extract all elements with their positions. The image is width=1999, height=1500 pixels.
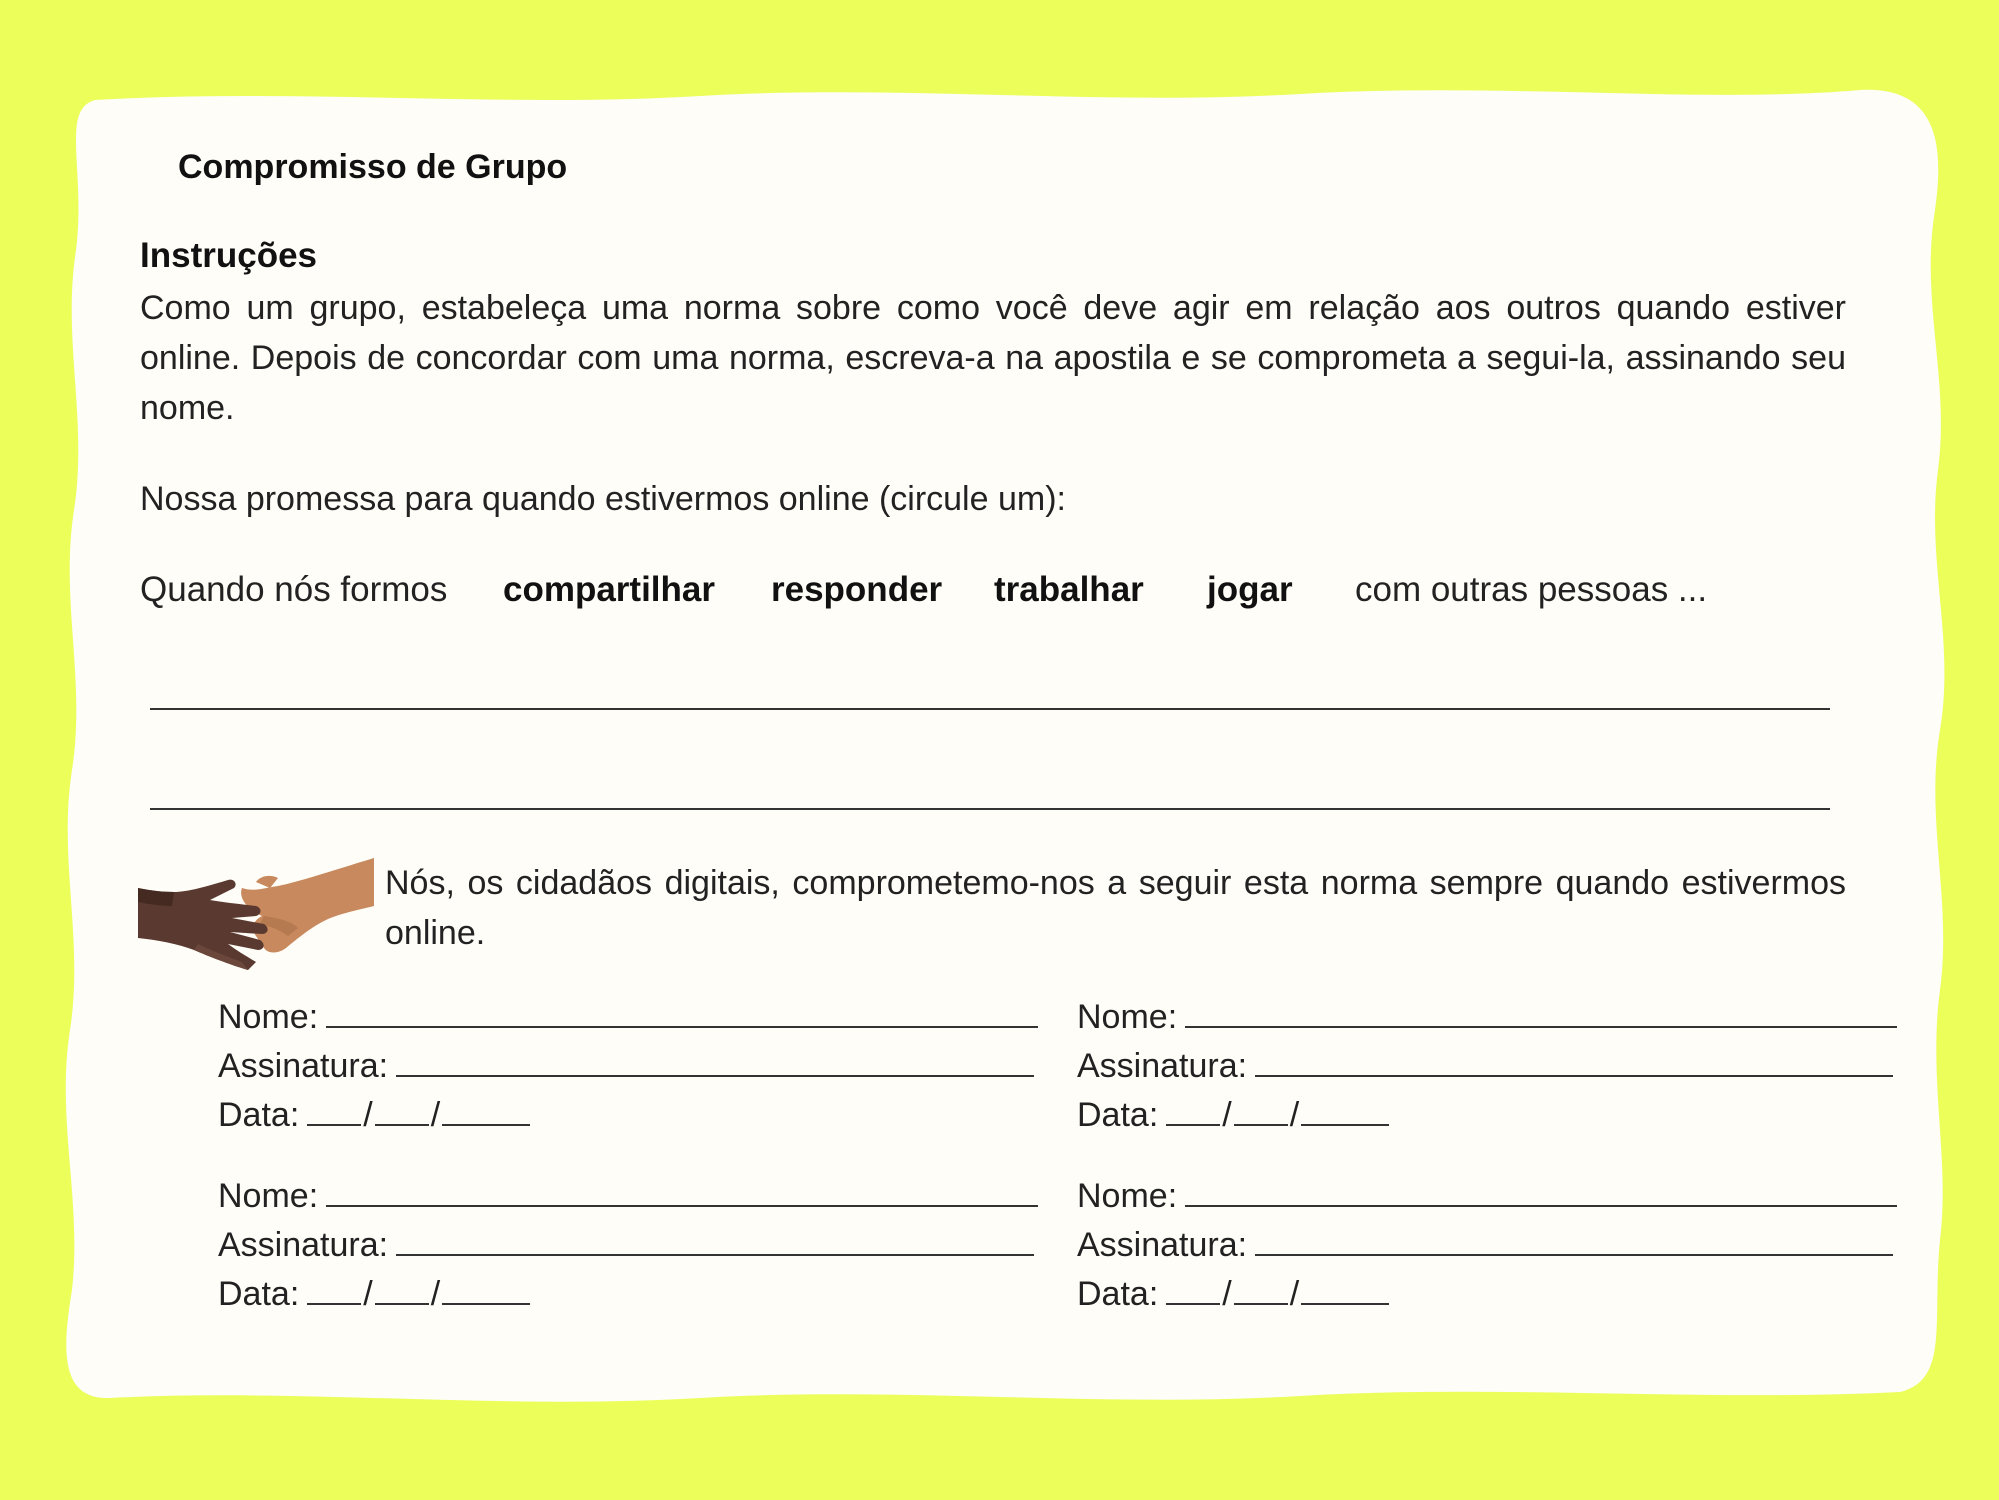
date-day-field[interactable] [1166,1273,1220,1305]
name-field[interactable] [1185,996,1897,1028]
date-separator: / [1222,1096,1232,1134]
date-month-field[interactable] [375,1094,429,1126]
page-title: Compromisso de Grupo [178,148,568,186]
choice-option-trabalhar[interactable]: trabalhar [994,570,1144,609]
instructions-body: Como um grupo, estabeleça uma norma sobre como você deve agir em relação aos outros quando estiver online. Depois de concordar com uma norma, escreva-a na apostila e se comprometa a segui-la, assinando seu nome. [140,289,1846,427]
signature-block-4 [1077,1172,1897,1319]
date-day-field[interactable] [1166,1094,1220,1126]
instructions-heading: Instruções [140,236,317,275]
date-separator: / [430,1096,441,1134]
signature-block-2 [1077,993,1897,1140]
name-label: Nome: [218,1177,319,1215]
signature-field[interactable] [396,1045,1034,1077]
choice-option-jogar[interactable]: jogar [1207,570,1293,609]
date-separator: / [1222,1275,1232,1313]
name-label: Nome: [1077,1177,1178,1215]
date-separator: / [430,1275,441,1313]
signature-field[interactable] [1255,1224,1893,1256]
date-separator: / [1289,1275,1300,1313]
date-day-field[interactable] [307,1094,361,1126]
signature-label: Assinatura: [1077,1226,1248,1264]
date-month-field[interactable] [1234,1273,1288,1305]
choice-option-compartilhar[interactable]: compartilhar [503,570,715,609]
signature-block-3 [218,1172,1038,1319]
signature-label: Assinatura: [218,1226,389,1264]
date-year-field[interactable] [442,1273,530,1305]
handshake-icon [138,858,374,970]
signature-label: Assinatura: [218,1047,389,1085]
date-day-field[interactable] [307,1273,361,1305]
signature-field[interactable] [1255,1045,1893,1077]
date-separator: / [363,1275,373,1313]
date-month-field[interactable] [1234,1094,1288,1126]
name-field[interactable] [326,996,1038,1028]
choice-row-tail: com outras pessoas ... [1355,570,1708,609]
promise-prompt: Nossa promessa para quando estivermos online (circule um): [140,480,1066,518]
date-label: Data: [218,1275,300,1313]
date-year-field[interactable] [1301,1094,1389,1126]
date-label: Data: [1077,1096,1159,1134]
name-label: Nome: [218,998,319,1036]
date-label: Data: [1077,1275,1159,1313]
signature-field[interactable] [396,1224,1034,1256]
norm-write-line-2[interactable] [150,808,1830,810]
norm-write-line-1[interactable] [150,708,1830,710]
commitment-statement: Nós, os cidadãos digitais, comprometemo-nos a seguir esta norma sempre quando estivermos online. [385,864,1846,952]
date-month-field[interactable] [375,1273,429,1305]
date-separator: / [363,1096,373,1134]
signature-block-1 [218,993,1038,1140]
date-year-field[interactable] [1301,1273,1389,1305]
date-label: Data: [218,1096,300,1134]
date-year-field[interactable] [442,1094,530,1126]
choice-option-responder[interactable]: responder [771,570,943,609]
name-field[interactable] [1185,1175,1897,1207]
name-label: Nome: [1077,998,1178,1036]
name-field[interactable] [326,1175,1038,1207]
signature-label: Assinatura: [1077,1047,1248,1085]
choice-row-lead: Quando nós formos [140,570,448,609]
date-separator: / [1289,1096,1300,1134]
